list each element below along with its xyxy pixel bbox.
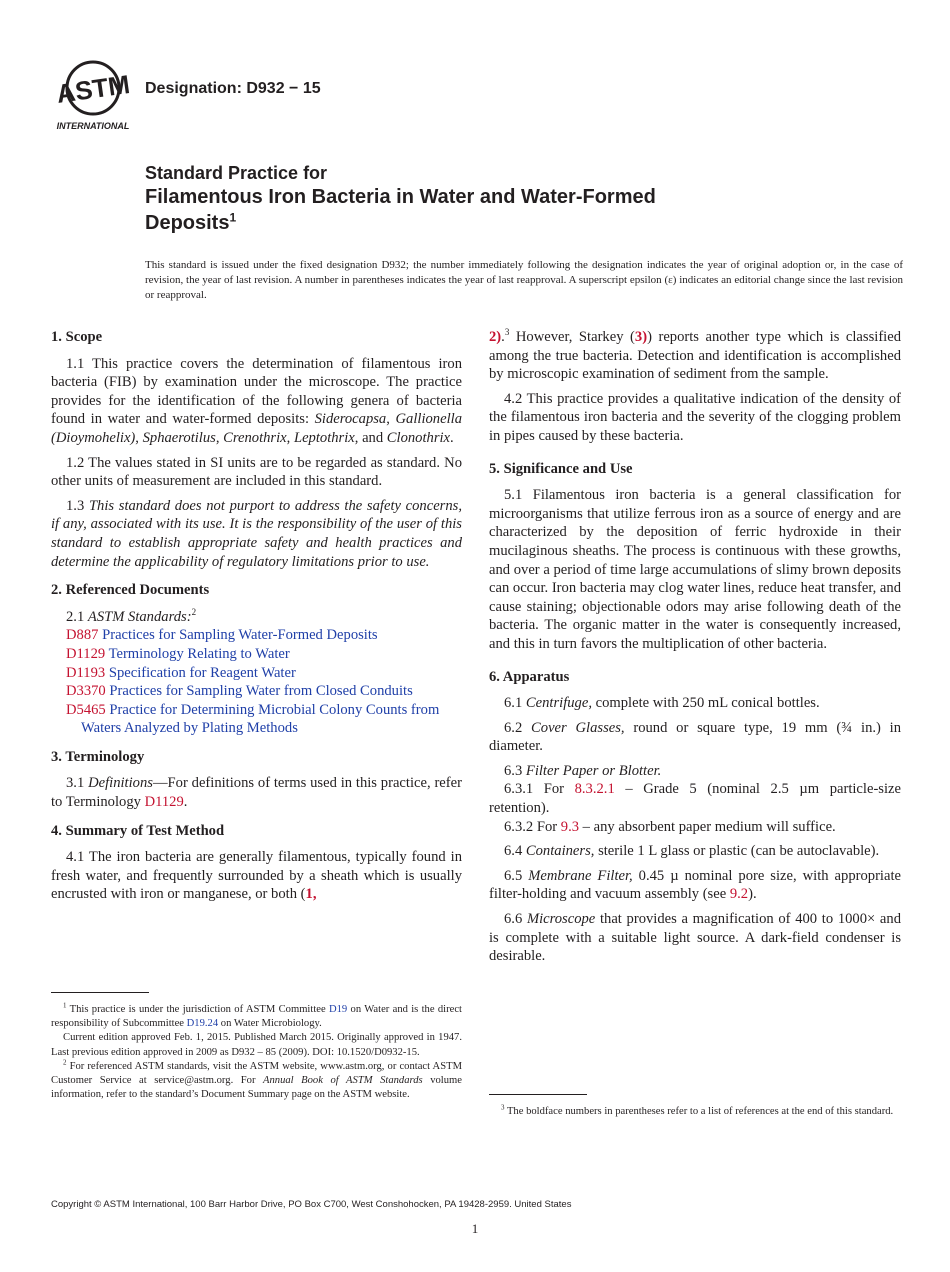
reference-list [66,626,462,738]
page-number: 1 [471,1221,479,1236]
title-prefix: Standard Practice for [145,163,328,183]
issuance-note: This standard is issued under the fixed designation D932; the number immediately following the designation indicates the year of original adoption or, in the case of revision, the year of last revision. A number in parentheses indicates the year of last reapproval. A superscript epsilon (ε) indicates an editorial change since the last revision or reapproval. [145,259,903,301]
reference-title[interactable]: Practices for Sampling Water from Closed Conduits [109,683,413,700]
footnote-divider-right [489,1094,587,1095]
footnote-1: $^1$ This practice is under the jurisdiction of ASTM Committee D19 on Water and is the direct responsibility of Subcommittee D19.24 on Water Microbiology. [51,1001,462,1030]
right-column [489,328,901,972]
reference-title[interactable]: Practices for Sampling Water-Formed Deposits [102,627,378,644]
section-heading: 1. Scope [51,329,103,345]
section-referenced-documents [51,581,462,738]
reference-item[interactable] [66,645,462,664]
title-line-1: Filamentous Iron Bacteria in Water and Water-Formed [145,186,656,208]
paragraph-4-2: 4.2 This practice provides a qualitative indication of the density of the filamentous iron bacteria and the severity of the clogging problem in pipes caused by these bacteria. [489,390,901,444]
title-footnote-mark: 1 [229,210,237,225]
copyright-notice: Copyright © ASTM International, 100 Barr Harbor Drive, PO Box C700, West Conshohocken, PA 19428-2959. United States [51,1199,572,1210]
subcommittee-link[interactable]: D19.24 [186,1018,219,1030]
paragraph-6-5: 6.5 Membrane Filter, 0.45 µ nominal pore size, with appropriate filter-holding and vacuum assembly (see 9.2). [489,867,901,903]
section-heading: 2. Referenced Documents [51,582,210,599]
paragraph-2-1: 2.1 ASTM Standards:$^2$ [66,606,197,625]
reference-title[interactable]: Practice for Determining Microbial Colony Counts from Waters Analyzed by Plating Methods [81,701,440,737]
paragraph-6-4: 6.4 Containers, sterile 1 L glass or plastic (can be autoclavable). [504,843,880,860]
section-heading: 4. Summary of Test Method [51,822,225,839]
svg-text:INTERNATIONAL: INTERNATIONAL [56,121,130,131]
left-column [51,328,462,910]
citation-link[interactable]: 3 [634,329,643,345]
paragraph-6-6: 6.6 Microscope that provides a magnification of 400 to 1000× and is complete with a suitable light source. A dark-field condenser is desirable. [489,911,901,965]
section-scope [51,328,462,571]
paragraph-1-1: 1.1 This practice covers the determination of filamentous iron bacteria (FIB) by examination under the microscope. The practice provides for the identification of the following genera of bacteria found in water and water-formed deposits: Siderocapsa, Gallionella (Dioymohelix), Sphaerotilus, Crenothrix, Leptothrix, and Clonothrix. [51,355,462,446]
section-heading: 6. Apparatus [489,668,570,685]
paragraph-6-1: 6.1 Centrifuge, complete with 250 mL conical bottles. [504,695,820,712]
footnote-divider-left [51,992,149,993]
reference-code[interactable]: D1193 [66,664,106,681]
reference-code[interactable]: D5465 [66,701,106,718]
reference-item[interactable] [66,626,462,645]
paragraph-4-1-start: 4.1 The iron bacteria are generally filamentous, typically found in fresh water, and frequently surrounded by a sheath which is usually encrusted with iron or manganese, or both (1, [51,849,462,903]
committee-link[interactable]: D19 [328,1004,348,1015]
reference-item[interactable] [66,682,462,701]
paragraph-6-3: 6.3 Filter Paper or Blotter. [504,762,662,779]
footnotes-right [489,1105,901,1119]
reference-title[interactable]: Specification for Reagent Water [108,664,296,681]
svg-text:ASTM: ASTM [54,69,132,109]
paragraph-1-3: 1.3 This standard does not purport to address the safety concerns, if any, associated with its use. It is the responsibility of the user of this standard to establish appropriate safety and health practices and determine the applicability of regulatory limitations prior to use. [51,497,462,570]
footnotes-left [51,1003,462,1102]
paragraph-6-3-2: 6.3.2 For 9.3 – any absorbent paper medium will suffice. [504,818,836,835]
reference-title[interactable]: Terminology Relating to Water [108,645,290,662]
reference-item[interactable] [66,701,462,738]
section-heading: 5. Significance and Use [489,460,633,477]
footnote-2: $^2$ For referenced ASTM standards, visit the ASTM website, www.astm.org, or contact ASTM Customer Service at service@astm.org. For Annual Book of ASTM Standards volume information, refer to the standard’s Document Summary page on the ASTM website. [51,1058,462,1101]
paragraph-6-3-1: 6.3.1 For 8.3.2.1 – Grade 5 (nominal 2.5 µm particle-size retention). [489,781,901,817]
designation: Designation: D932 − 15 [145,80,321,97]
section-significance [489,460,901,654]
paragraph-4-1-cont: 2).$^3$ However, Starkey (3)) reports another type which is classified among the true bacteria. Detection and identification is accomplished by microscopic examination of sediment from the sample. [489,327,902,383]
document-title [145,162,865,236]
section-apparatus [489,668,901,966]
reference-code[interactable]: D887 [66,627,99,644]
reference-item[interactable] [66,664,462,683]
reference-code[interactable]: D1129 [66,645,106,662]
reference-code[interactable]: D3370 [66,683,106,700]
section-link[interactable]: 9.2 [729,886,749,903]
section-link[interactable]: 8.3.2.1 [574,781,615,798]
citation-link[interactable]: 2 [489,329,497,345]
section-heading: 3. Terminology [51,748,145,765]
astm-logo [52,58,134,132]
paragraph-1-2: 1.2 The values stated in SI units are to be regarded as standard. No other units of measurement are included in this standard. [51,454,462,490]
terminology-link[interactable]: D1129 [144,794,184,811]
section-summary [51,822,462,904]
title-line-2: Deposits$^1$ [145,210,237,234]
section-link[interactable]: 9.3 [560,818,580,835]
paragraph-3-1: 3.1 Definitions—For definitions of terms used in this practice, refer to Terminology D1129. [51,775,462,811]
footnote-3: $^3$ The boldface numbers in parentheses refer to a list of references at the end of this standard. [501,1103,894,1117]
footnote-1-edition: Current edition approved Feb. 1, 2015. Published March 2015. Originally approved in 1947. Last previous edition approved in 2009 as D932 – 85 (2009). DOI: 10.1520/D0932-15. [51,1032,462,1058]
paragraph-5-1: 5.1 Filamentous iron bacteria is a general classification for microorganisms that utilize ferrous iron as a source of energy and are characterized by the deposition of ferric hydroxide in their mucilaginous sheaths. The process is continuous with these growths, and over a period of time large accumulations of slimy brown deposits can occur. Iron bacteria may clog water lines, reduce heat transfer, and cause staining; objectionable odors may arise following death of the bacteria. The organic matter in the water is consequently increased, and this in turn favors the multiplication of other bacteria. [489,487,901,652]
paragraph-6-2: 6.2 Cover Glasses, round or square type, 19 mm (¾ in.) in diameter. [489,719,902,755]
section-terminology [51,748,462,812]
